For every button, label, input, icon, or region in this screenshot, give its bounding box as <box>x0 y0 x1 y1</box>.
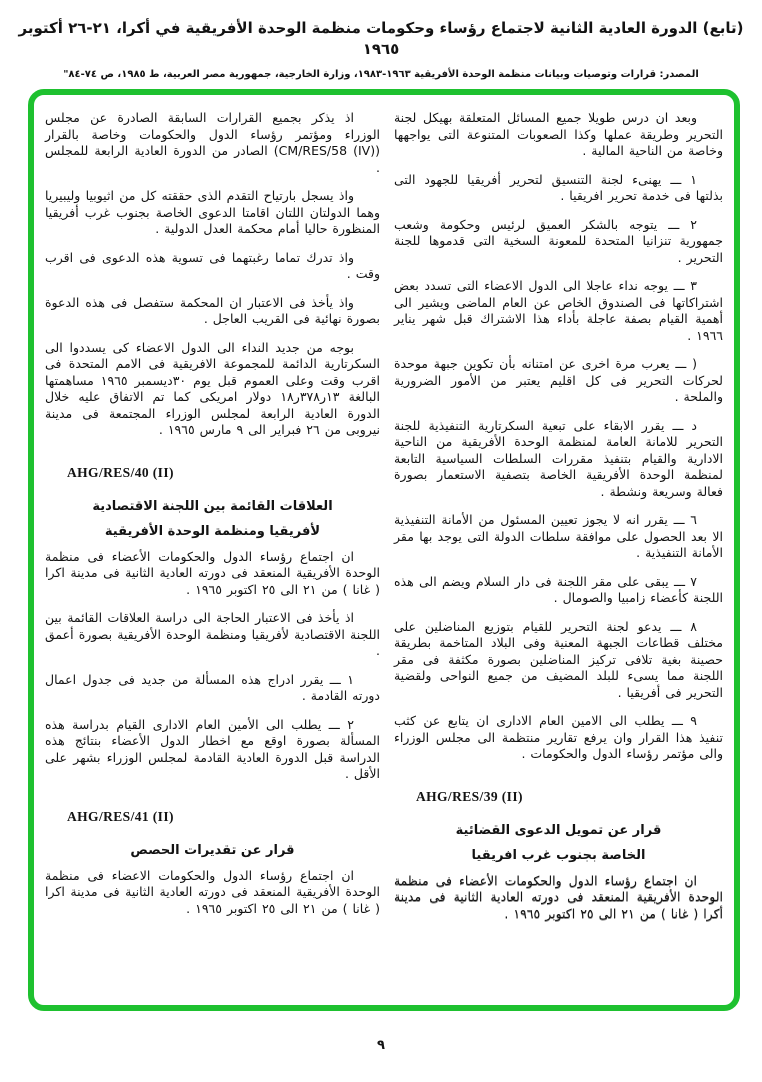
source-citation: المصدر: قرارات وتوصيات وبيانات منظمة الوحدة الأفريقية ١٩٦٣-١٩٨٣، وزارة الخارجية، جمهورية مصر العربية، ط ١٩٨٥، ص ٧٤-٨٤" <box>63 69 699 80</box>
paragraph: ان اجتماع رؤساء الدول والحكومات الاعضاء فى منظمة الوحدة الأفريقية المنعقد فى دورته العادية الثانية فى مدينة اكرا ( غانا ) من ٢١ الى ٢٥ اكتوبر ١٩٦٥ . <box>45 867 380 916</box>
paragraph: ان اجتماع رؤساء الدول والحكومات الأعضاء فى منظمة الوحدة الأفريقية المنعقد فى دورته العادية الثانية فى مدينة اكرا ( غانا ) من ٢١ الى ٢٥ اكتوبر ١٩٦٥ . <box>45 548 380 597</box>
paragraph: ٧ ـــ يبقى على مقر اللجنة فى دار السلام ويضم الى هذه اللجنة كأعضاء زامبيا والصومال . <box>393 573 723 605</box>
resolution-title: لأفريقيا ومنظمة الوحدة الأفريقية <box>104 523 321 539</box>
paragraph: بوجه من جديد النداء الى الدول الاعضاء كى يسددوا الى السكرتارية الدائمة للمجموعة الافريقية فى الامم المتحدة فى اقرب وقت وعلى العموم قبل يوم ٣٠ديسمبر ١٩٦٥ مساهمتها البالغة ١٣ر٣٧٨ر١٨ دولار امريكى كما تم الاتفاق عليه خلال الدورة العادية الرابعة لمجلس الوزراء المجتمعة فى مدينة نيروبى من ٢٦ فبراير الى ٩ مارس ١٩٦٥ . <box>45 339 380 437</box>
paragraph: ٢ ـــ يتوجه بالشكر العميق لرئيس وحكومة وشعب جمهورية تنزانيا المتحدة للمعونة السخية التى قدموها للجنة التحرير . <box>393 216 723 265</box>
paragraph: وبعد ان درس طويلا جميع المسائل المتعلقة بهيكل لجنة التحرير وطريقة عملها وكذا الصعوبات المتنوعة التى يواجهها وخاصة من الناحية المالية . <box>393 110 723 158</box>
paragraph: ان اجتماع رؤساء الدول والحكومات الأعضاء فى منظمة الوحدة الأفريقية المنعقد فى دورته العادية الثانية فى مدينة أكرا ( غانا ) من ٢١ الى ٢٥ اكتوبر ١٩٦٥ . <box>393 872 723 921</box>
session-title: (تابع) الدورة العادية الثانية لاجتماع رؤساء وحكومات منظمة الوحدة الأفريقية في أكرا، ⁦٢١-٢٦⁩ أكتوبر ١٩٦٥ <box>18 19 744 58</box>
two-column-layout <box>34 95 734 1005</box>
paragraph: د ـــ يقرر الابقاء على تبعية السكرتارية التنفيذية للجنة التحرير للامانة العامة لمنظمة الوحدة الأفريقية من الناحية الادارية والقيام بتنفيذ مقررات السلطات السياسية التابعة لمنظمة الوحدة الأفريقية الخاصة بتصفية الاستعمار بصورة فعالة وسريعة ونشطة . <box>393 417 723 499</box>
paragraph: اذ يذكر بجميع القرارات السابقة الصادرة عن مجلس الوزراء ومؤتمر رؤساء الدول والحكومات وخاصة بالقرار (⁦CM/RES/58 (IV)⁩) الصادر من الدورة العادية الرابعة للمجلس . <box>45 110 380 175</box>
paragraph: واذ يأخذ فى الاعتبار ان المحكمة ستفصل فى هذه الدعوة بصورة نهائية فى القريب العاجل . <box>45 294 380 326</box>
paragraph: ٣ ـــ يوجه نداء عاجلا الى الدول الاعضاء التى تسدد بعض اشتراكاتها فى الصندوق الخاص عن العام الماضى ويشير الى أهمية القيام بصفة عاجلة بأداء هذا الاشتراك قبل شهر يناير ١٩٦٦ . <box>393 278 723 343</box>
page-header <box>0 18 762 80</box>
resolution-code: AHG/RES/40 (II) <box>67 464 174 480</box>
paragraph: واذ يسجل بارتياح التقدم الذى حققته كل من اثيوبيا وليبيريا وهما الدولتان اللتان اقامتا الدعوى الخاصة بجنوب غرب أفريقيا المنظورة حاليا أمام محكمة العدل الدولية . <box>45 188 380 236</box>
resolution-title: قرار عن تقديرات الحصص <box>130 842 295 858</box>
content-border-box <box>28 89 740 1011</box>
paragraph: ٦ ـــ يقرر انه لا يجوز تعيين المسئول من الأمانة التنفيذية الا بعد الحصول على موافقة سلطات الدولة التى يوجد بها مقر الأمانة التنفيذية . <box>393 512 723 560</box>
paragraph: ١ ـــ يهنىء لجنة التنسيق لتحرير أفريقيا للجهود التى بذلتها فى خدمة تحرير افريقيا . <box>393 171 723 203</box>
paragraph: ( ـــ يعرب مرة اخرى عن امتنانه بأن تكوين جبهة موحدة لحركات التحرير فى كل اقليم يعتبر من الأمور الضرورية والملحة . <box>393 356 723 404</box>
paragraph: ٢ ـــ يطلب الى الأمين العام الادارى القيام بدراسة هذه المسألة بصورة اوقع مع اخطار الدول الأعضاء بنتائج هذه الدراسة قبل الدورة العادية القادمة لمجلس الوزراء بشهر على الأقل . <box>45 716 380 781</box>
resolution-title: قرار عن تمويل الدعوى القضائية <box>455 822 662 838</box>
page-number: ٩ <box>377 1038 385 1053</box>
paragraph: ٩ ـــ يطلب الى الامين العام الادارى ان يتابع عن كثب تنفيذ هذا القرار وان يرفع تقارير منتظمة الى مجلس الوزراء والى مؤتمر رؤساء الدول والحكومات . <box>393 713 723 761</box>
resolution-title: الخاصة بجنوب غرب افريقيا <box>471 847 646 863</box>
column-left <box>45 110 380 1005</box>
resolution-code: AHG/RES/41 (II) <box>67 808 174 824</box>
resolution-code: AHG/RES/39 (II) <box>415 788 523 804</box>
paragraph: واذ تدرك تماما رغبتهما فى تسوية هذه الدعوى فى اقرب وقت . <box>45 249 380 281</box>
column-right <box>394 110 723 1005</box>
paragraph: ٨ ـــ يدعو لجنة التحرير للقيام بتوزيع المناضلين على مختلف قطاعات الجبهة المعنية وفى البلاد المتاخمة بطريقة حصينة بغية تلافى تركيز المناضلين بصورة مكثفة فى مقر اللجنة مما يسىء للبلد المضيف من جميع النواحى ولقضية التحرير فى أفريقيا . <box>393 618 723 700</box>
resolution-title: العلاقات القائمة بين اللجنة الاقتصادية <box>92 498 333 514</box>
paragraph: اذ يأخذ فى الاعتبار الحاجة الى دراسة العلاقات القائمة بين اللجنة الاقتصادية لأفريقيا ومنظمة الوحدة الأفريقية بصورة أعمق . <box>45 610 380 658</box>
paragraph: ١ ـــ يقرر ادراج هذه المسألة من جديد فى جدول اعمال دورته القادمة . <box>45 671 380 703</box>
